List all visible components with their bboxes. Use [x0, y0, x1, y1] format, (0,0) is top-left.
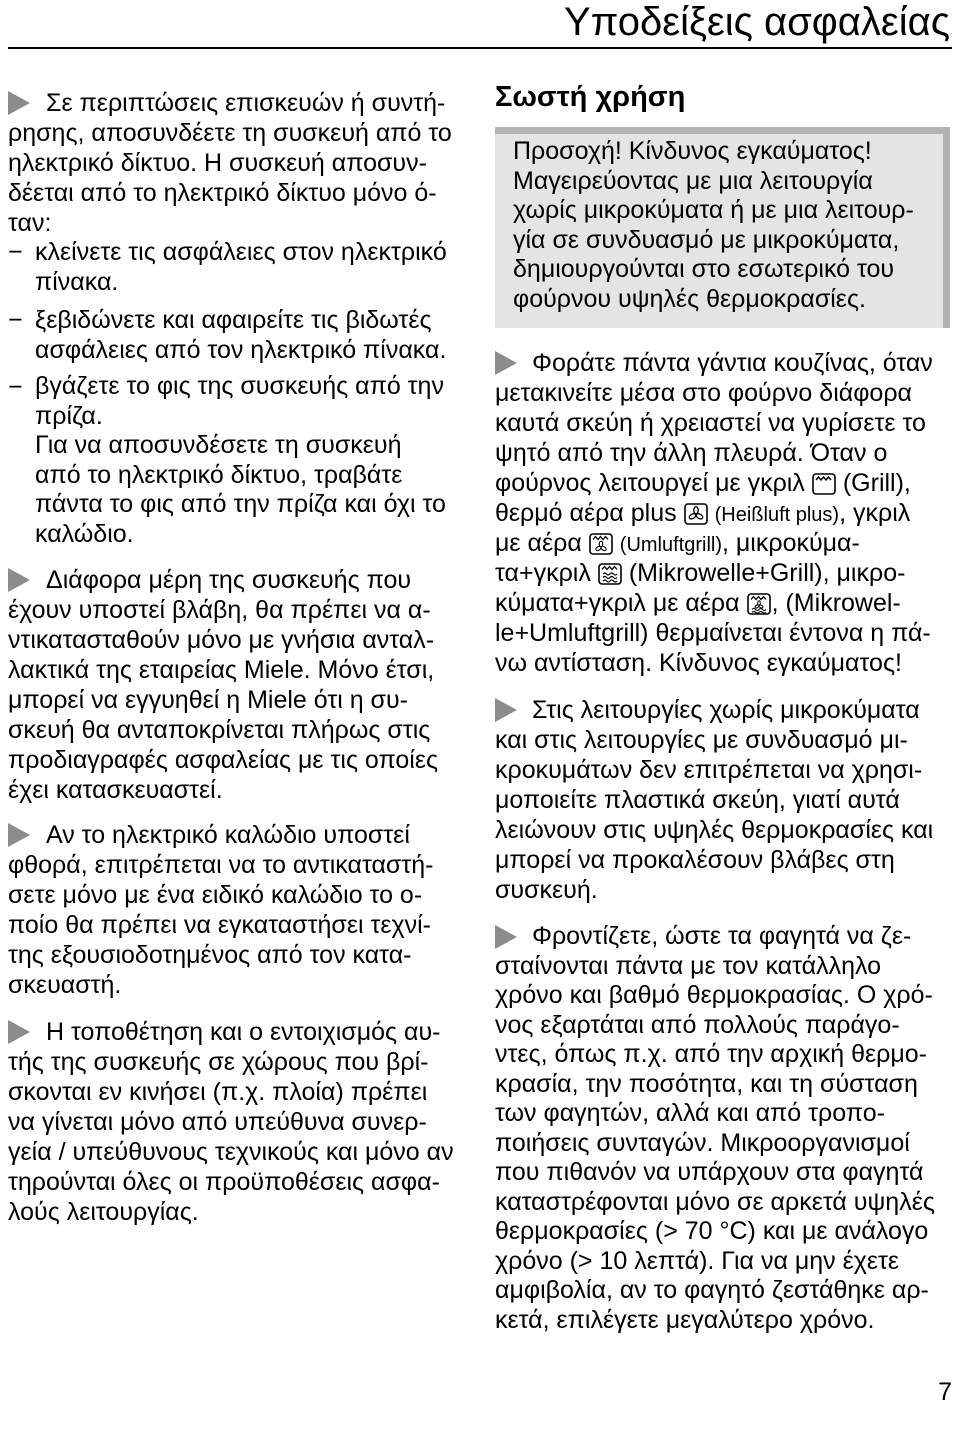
grill-icon [812, 473, 836, 495]
text-line: λακτικά της εταιρείας Miele. Μόνο έτσι, [8, 656, 435, 684]
header-rule [8, 47, 952, 49]
text-line-with-icon [495, 588, 950, 618]
text-line: που πιθανόν να υπάρχουν στα φαγητά [495, 1158, 924, 1186]
text-line: ταν: [8, 209, 52, 237]
text-segment: με αέρα [495, 529, 582, 557]
text-line: χρόνο (> 10 λεπτά). Για να μην έχετε [495, 1246, 900, 1275]
text-line: μπορεί να εγγυηθεί η Miele ότι η συ- [8, 686, 408, 714]
text-segment: (Mikrowelle+Grill), μικρο- [628, 559, 906, 587]
text-line: Σε περιπτώσεις επισκευών ή συντή- [46, 89, 446, 117]
text-line: σκευαστή. [8, 971, 122, 999]
text-line: πρίζα. [35, 401, 103, 430]
text-segment: θερμό αέρα plus [495, 499, 677, 527]
text-segment: (Grill), [842, 469, 911, 497]
text-line: αμφιβολία, αν το φαγητό ζεστάθηκε αρ- [495, 1276, 929, 1304]
text-line: σκονται εν κινήσει (π.χ. πλοία) πρέπει [8, 1078, 428, 1106]
text-line: Φοράτε πάντα γάντια κουζίνας, όταν [532, 349, 933, 377]
warning-box [495, 127, 950, 328]
sub-item-fuses-off [8, 237, 465, 297]
triangle-bullet-icon [8, 1020, 30, 1044]
warning-text [513, 137, 943, 314]
triangle-bullet-icon [8, 823, 30, 847]
text-line: Η τοποθέτηση και ο εντοιχισμός αυ- [46, 1018, 441, 1046]
text-line: θερμοκρασίες (> 70 °C) και με ανάλογο [495, 1217, 929, 1245]
text-line: λειώνουν στις υψηλές θερμοκρασίες και [495, 816, 934, 844]
text-line: γία σε συνδυασμό με μικροκύματα, [513, 225, 900, 254]
triangle-bullet-icon [495, 925, 517, 949]
text-line: καλώδιο. [35, 519, 134, 548]
text-line: Για να αποσυνδέσετε τη συσκευή [35, 431, 402, 459]
text-line: κρασία, την ποσότητα, και τη σύσταση [495, 1069, 918, 1098]
safety-item-disconnect [8, 88, 465, 238]
text-line: κετά, επιλέγετε μεγαλύτερο χρόνο. [495, 1305, 875, 1334]
text-line: ξεβιδώνετε και αφαιρείτε τις βιδωτές [35, 306, 432, 334]
text-line: ποιήσεις συνταγών. Μικροοργανισμοί [495, 1128, 910, 1157]
text-line: Φροντίζετε, ώστε τα φαγητά να ζε- [532, 922, 912, 950]
text-line: μοποιείτε πλαστικά σκεύη, γιατί αυτά [495, 786, 900, 814]
text-line: της εξουσιοδοτημένος από τον κατα- [8, 941, 412, 969]
text-line: ντικατασταθούν μόνο με γνήσια ανταλ- [8, 626, 435, 654]
safety-item-oven-gloves [495, 348, 950, 678]
dash-marker: − [8, 306, 23, 334]
text-line: πάντα το φις από την πρίζα και όχι το [35, 490, 446, 518]
text-line: σετε μόνο με ένα ειδικό καλώδιο το ο- [8, 881, 423, 909]
text-line: ηλεκτρικό δίκτυο. Η συσκευή αποσυν- [8, 149, 427, 177]
text-line: λούς λειτουργίας. [8, 1198, 199, 1226]
text-line-with-icon [495, 558, 950, 588]
text-line: τηρούνται όλες οι προϋποθέσεις ασφα- [8, 1168, 440, 1196]
text-line: κροκυμάτων δεν επιτρέπεται να χρησι- [495, 756, 923, 784]
text-line: και στις λειτουργίες με συνδυασμό μι- [495, 726, 908, 754]
text-line: ποίο θα πρέπει να εγκαταστήσει τεχνί- [8, 911, 431, 939]
safety-item-mobile-installation [8, 1017, 465, 1227]
text-segment: , γκριλ [839, 499, 911, 527]
page-header-title: Υποδείξεις ασφαλείας [564, 0, 950, 44]
text-line: Προσοχή! Κίνδυνος εγκαύματος! [513, 137, 872, 165]
text-line: νω αντίσταση. Κίνδυνος εγκαύματος! [495, 649, 902, 677]
text-line-with-icon [495, 468, 950, 498]
triangle-bullet-icon [495, 351, 517, 375]
text-segment: κύματα+γκριλ με αέρα [495, 589, 740, 617]
text-line: le+Umluftgrill) θερμαίνεται έντονα η πά- [495, 619, 931, 647]
mode-note: (Umluftgrill) [619, 534, 722, 556]
microwave-fan-grill-icon [747, 593, 771, 615]
text-line: χρόνο και βαθμό θερμοκρασίας. Ο χρό- [495, 981, 933, 1009]
text-line: φθορά, επιτρέπεται να το αντικαταστή- [8, 851, 434, 879]
text-line: να γίνεται μόνο από υπεύθυνα συνερ- [8, 1108, 427, 1136]
text-line: καταστρέφονται μόνο σε αρκετά υψηλές [495, 1187, 935, 1216]
safety-item-power-cable [8, 820, 465, 1000]
text-line: δημιουργούνται στο εσωτερικό του [513, 255, 895, 283]
safety-item-heating-time [495, 922, 950, 1335]
fan-grill-icon [589, 533, 613, 555]
text-line: γεία / υπεύθυνους τεχνικούς και μόνο αν [8, 1138, 454, 1166]
dash-marker: − [8, 238, 23, 266]
text-line: κλείνετε τις ασφάλειες στον ηλεκτρικό [35, 238, 447, 266]
mode-note: (Heißluft plus) [714, 504, 840, 526]
text-line: σταίνονται πάντα με τον κατάλληλο [495, 951, 882, 980]
text-line: καυτά σκεύη ή χρειαστεί να γυρίσετε το [495, 409, 926, 437]
text-line: έχουν υποστεί βλάβη, θα πρέπει να α- [8, 596, 431, 624]
safety-item-plastic-dishes [495, 695, 950, 905]
text-line: Στις λειτουργίες χωρίς μικροκύματα [532, 696, 920, 724]
text-line: Διάφορα μέρη της συσκευής που [46, 566, 412, 594]
text-segment: , (Mikrowel- [771, 589, 901, 617]
fan-plus-icon [684, 503, 708, 525]
text-line: μετακινείτε μέσα στο φούρνο διάφορα [495, 379, 912, 407]
section-heading: Σωστή χρήση [495, 81, 686, 113]
text-line-with-icon [495, 498, 950, 528]
text-line: συσκευή. [495, 876, 598, 904]
text-line: ψητό από την άλλη πλευρά. Όταν ο [495, 439, 888, 467]
text-line: Μαγειρεύοντας με μια λειτουργία [513, 166, 873, 195]
sub-item-unscrew-fuses [8, 305, 465, 365]
text-line: μπορεί να προκαλέσουν βλάβες στη [495, 846, 895, 874]
text-line: Αν το ηλεκτρικό καλώδιο υποστεί [46, 821, 410, 849]
triangle-bullet-icon [495, 698, 517, 722]
text-line: πίνακα. [35, 268, 119, 296]
text-line: προδιαγραφές ασφαλείας με τις οποίες [8, 746, 439, 774]
text-line: ντες, όπως π.χ. από την αρχική θερμο- [495, 1040, 928, 1068]
text-line: φούρνου υψηλές θερμοκρασίες. [513, 284, 866, 313]
text-line: των φαγητών, αλλά και από τροπο- [495, 1099, 885, 1127]
safety-item-spare-parts [8, 565, 465, 805]
text-line: από το ηλεκτρικό δίκτυο, τραβάτε [35, 460, 403, 489]
text-line: ρησης, αποσυνδέετε τη συσκευή από το [8, 119, 452, 147]
page-number: 7 [938, 1378, 952, 1406]
dash-marker: − [8, 373, 23, 401]
text-segment: , μικροκύμα- [722, 529, 860, 557]
text-segment: φούρνος λειτουργεί με γκριλ [495, 469, 805, 497]
text-line-with-icon [495, 528, 950, 558]
text-segment: τα+γκριλ [495, 559, 591, 587]
text-line: τής της συσκευής σε χώρους που βρί- [8, 1048, 429, 1076]
text-line: νος εξαρτάται από πολλούς παράγο- [495, 1010, 900, 1039]
text-line: χωρίς μικροκύματα ή με μια λειτουρ- [513, 196, 914, 224]
text-line: ασφάλειες από τον ηλεκτρικό πίνακα. [35, 336, 447, 364]
text-line: έχει κατασκευαστεί. [8, 776, 223, 804]
text-line: βγάζετε το φις της συσκευής από την [35, 372, 444, 400]
text-line: δέεται από το ηλεκτρικό δίκτυο μόνο ό- [8, 179, 437, 207]
triangle-bullet-icon [8, 568, 30, 592]
triangle-bullet-icon [8, 91, 30, 115]
text-line: σκευή θα ανταποκρίνεται πλήρως στις [8, 716, 431, 744]
sub-item-unplug [8, 372, 465, 549]
microwave-grill-icon [598, 563, 622, 585]
